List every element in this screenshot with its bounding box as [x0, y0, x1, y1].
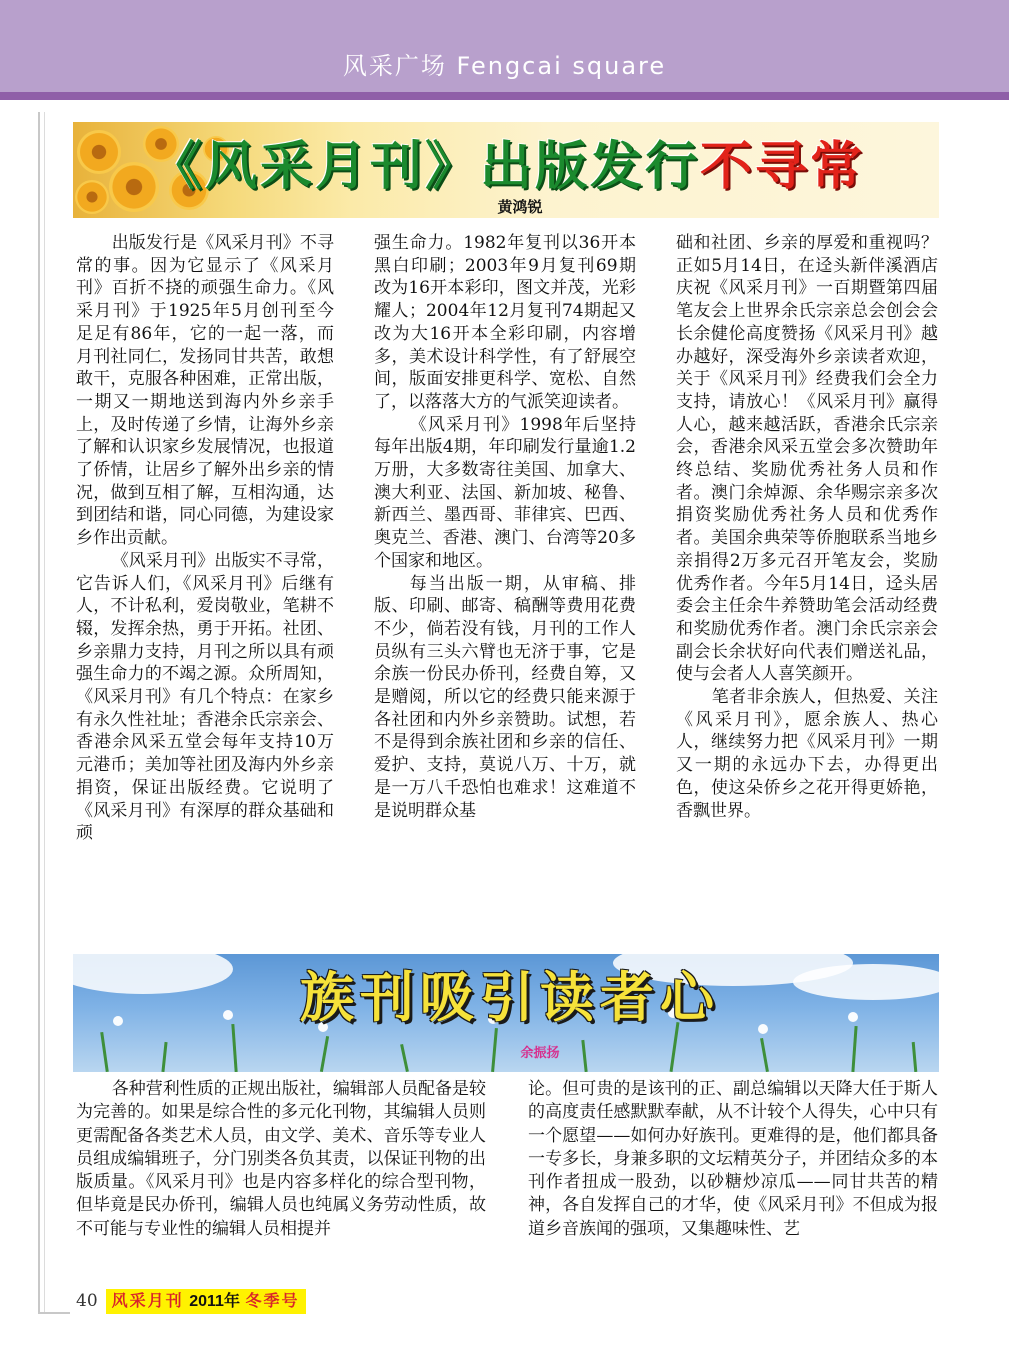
article1-title — [150, 132, 910, 202]
paragraph: 笔者非余族人，但热爱、关注《风采月刊》，愿余族人、热心人，继续努力把《风采月刊》一期又一期的永远办下去，办得更出色，使这朵侨乡之花开得更娇艳，香飘世界。 — [676, 687, 938, 821]
header-stripe — [0, 92, 1009, 100]
article2-column-1 — [76, 1078, 486, 1241]
footer-magazine: 风采月刊 — [111, 1291, 184, 1310]
section-title: 风采广场 Fengcai square — [342, 52, 667, 80]
paragraph: 础和社团、乡亲的厚爱和重视吗？正如5月14日，在迳头新伴溪酒店庆祝《风采月刊》一百期暨第四届笔友会上世界余氏宗亲总会创会会长余健伦高度赞扬《风采月刊》越办越好，深受海外乡亲读者欢迎，关于《风采月刊》经费我们会全力支持，请放心！《风采月刊》赢得人心，越来越活跃，香港余氏宗亲会，香港余风采五堂会多次赞助年终总结、奖励优秀社务人员和作者。澳门余焯源、余华赐宗亲多次捐资奖励优秀社务人员和优秀作者。美国余典荣等侨胞联系当地乡亲捐得2万多元召开笔友会，奖励优秀作者。今年5月14日，迳头居委会主任余牛养赞助笔会活动经费和奖励优秀作者。澳门余氏宗亲会副会长余状好向代表们赠送礼品，使与会者人人喜笑颜开。 — [676, 233, 938, 685]
paragraph: 论。但可贵的是该刊的正、副总编辑以天降大任于斯人的高度责任感默默奉献，从不计较个人得失，心中只有一个愿望——如何办好族刊。更难得的是，他们都具备一专多长，身兼多职的文坛精英分子，并团结众多的本刊作者扭成一股劲，以砂糖炒凉瓜——同甘共苦的精神，各自发挥自己的才华，使《风采月刊》不但成为报道乡音族闻的强项，又集趣味性、艺 — [528, 1079, 938, 1239]
frame-line — [38, 1312, 70, 1314]
frame-line — [38, 112, 40, 1312]
article1-column-2 — [374, 232, 636, 822]
paragraph: 强生命力。1982年复刊以36开本黑白印刷；2003年9月复刊69期改为16开本彩印，图文并茂，光彩耀人；2004年12月复刊74期起又改为大16开本全彩印刷，内容增多，美术设计科学性，有了舒展空间，版面安排更科学、宽松、自然了，以落落大方的气派笑迎读者。 — [374, 233, 636, 412]
paragraph: 《风采月刊》1998年后坚持每年出版4期，年印刷发行量逾1.2万册，大多数寄往美国、加拿大、澳大利亚、法国、新加坡、秘鲁、新西兰、墨西哥、菲律宾、巴西、奥克兰、香港、澳门、台湾等20多个国家和地区。 — [374, 414, 636, 571]
paragraph: 出版发行是《风采月刊》不寻常的事。因为它显示了《风采月刊》百折不挠的顽强生命力。《风采月刊》于1925年5月创刊至今足足有86年，它的一起一落，而月刊社同仁，发扬同甘共苦，敢想敢干，克服各种困难，正常出版，一期又一期地送到海内外乡亲手上，及时传递了乡情，让海外乡亲了解和认识家乡发展情况，也报道了侨情，让居乡了解外出乡亲的情况，做到互相了解，互相沟通，达到团结和谐，同心同德，为建设家乡作出贡献。 — [76, 233, 334, 549]
paragraph: 《风采月刊》出版实不寻常，它告诉人们，《风采月刊》后继有人，不计私利，爱岗敬业，笔耕不辍，发挥余热，勇于开拓。社团、乡亲鼎力支持，月刊之所以具有顽强生命力的不竭之源。众所周知，《风采月刊》有几个特点：在家乡有永久性社址；香港余氏宗亲会、香港余风采五堂会每年支持10万元港币；美加等社团及海内外乡亲捐资，保证出版经费。它说明了《风采月刊》有深厚的群众基础和顽 — [76, 550, 334, 844]
footer-label — [106, 1289, 306, 1314]
article1-title-part2: 不寻常 — [700, 137, 866, 197]
page-number: 40 — [76, 1291, 98, 1311]
article1-column-3 — [676, 232, 938, 822]
footer-year: 2011年 — [189, 1293, 240, 1310]
article2-title: 族刊吸引读者心 — [300, 966, 720, 1029]
page-footer — [76, 1289, 306, 1313]
article2-column-2 — [528, 1078, 938, 1241]
article1-column-1 — [76, 232, 334, 845]
article1-title-part1: 《风采月刊》出版发行 — [150, 137, 701, 197]
frame-line — [44, 112, 45, 1312]
article2-author: 余振扬 — [520, 1046, 560, 1061]
footer-season: 冬季号 — [245, 1291, 300, 1310]
paragraph: 每当出版一期，从审稿、排版、印刷、邮寄、稿酬等费用花费不少，倘若没有钱，月刊的工作人员纵有三头六臂也无济于事，它是余族一份民办侨刊，经费自筹，又是赠阅，所以它的经费只能来源于各社团和内外乡亲赞助。试想，若不是得到余族社团和乡亲的信任、爱护、支持，莫说八万、十万，就是一万八千恐怕也难求！这难道不是说明群众基 — [374, 573, 636, 821]
paragraph: 各种营利性质的正规出版社，编辑部人员配备是较为完善的。如果是综合性的多元化刊物，其编辑人员则更需配备各类艺术人员，由文学、美术、音乐等专业人员组成编辑班子，分门别类各负其责，以保证刊物的出版质量。《风采月刊》也是内容多样化的综合型刊物，但毕竟是民办侨刊，编辑人员也纯属义务劳动性质，故不可能与专业性的编辑人员相提并 — [76, 1079, 486, 1239]
article1-author: 黄鸿锐 — [497, 198, 543, 216]
